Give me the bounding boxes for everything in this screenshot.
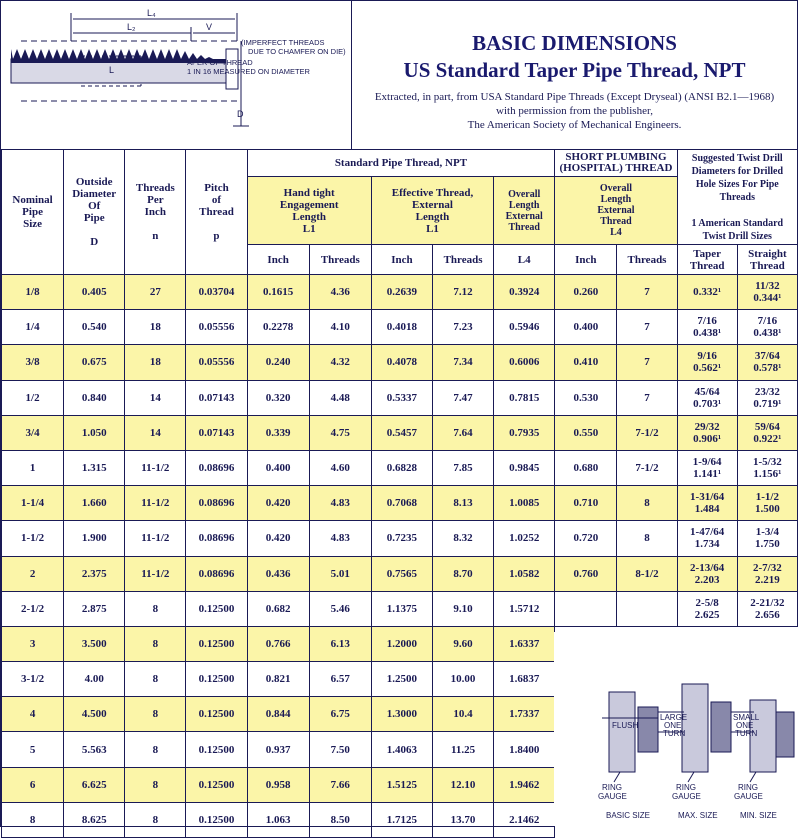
- cell-ef-th: 7.47: [432, 380, 493, 415]
- taper-value: 1-9/64: [692, 456, 722, 469]
- caption-max: MAX. SIZE: [678, 811, 718, 820]
- straight-value: 59/64: [754, 420, 780, 433]
- cell-l4: 0.7815: [494, 380, 555, 415]
- cell-ef-in: 0.4078: [371, 345, 432, 380]
- cell-ht-th: 7.66: [309, 767, 371, 802]
- straight-value: 1-3/4: [755, 526, 779, 539]
- cell-n: 8: [125, 626, 186, 661]
- cell-ht-in: 0.844: [247, 697, 309, 732]
- thread-diagram: [1, 1, 352, 149]
- gauge-diagram: [554, 632, 797, 826]
- cell-ht-in: 0.1615: [247, 275, 309, 310]
- cell-size: 3-1/2: [2, 662, 64, 697]
- cell-l4: 0.6006: [494, 345, 555, 380]
- cell-n: 14: [125, 380, 186, 415]
- cell-size: 3/8: [2, 345, 64, 380]
- straight-value: 0.719¹: [753, 397, 782, 410]
- cell-od: 4.00: [64, 662, 125, 697]
- source-line-3: The American Society of Mechanical Engineers.: [467, 119, 682, 131]
- cell-size: 2: [2, 556, 64, 591]
- cell-ht-th: 6.75: [309, 697, 371, 732]
- header-taper: Taper Thread: [677, 245, 737, 275]
- header-outside: Outside Diameter Of Pipe D: [64, 150, 125, 275]
- cell-ef-th: 9.60: [432, 626, 493, 661]
- cell-ht-th: 8.50: [309, 802, 371, 837]
- small-label-3: TURN: [735, 729, 758, 738]
- cell-sp-in: 0.550: [555, 415, 617, 450]
- straight-value: 1.500: [754, 503, 780, 516]
- cell-ef-in: 1.2500: [371, 662, 432, 697]
- cell-ht-in: 0.420: [247, 486, 309, 521]
- table-row: [2, 415, 798, 450]
- straight-value: 0.578¹: [753, 362, 782, 375]
- table-row: [2, 275, 798, 310]
- cell-ht-th: 4.48: [309, 380, 371, 415]
- cell-od: 0.405: [64, 275, 125, 310]
- straight-value: 0.922¹: [753, 432, 782, 445]
- cell-l4: 0.9845: [494, 450, 555, 485]
- gauge-diagram-svg: [554, 632, 797, 826]
- taper-value: 9/16: [697, 350, 717, 363]
- cell-ht-in: 0.436: [247, 556, 309, 591]
- cell-l4: 1.9462: [494, 767, 555, 802]
- cell-ef-th: 13.70: [432, 802, 493, 837]
- cell-od: 0.540: [64, 310, 125, 345]
- cell-ht-th: 4.10: [309, 310, 371, 345]
- cell-size: 1-1/4: [2, 486, 64, 521]
- header-straight: Straight Thread: [737, 245, 797, 275]
- cell-od: 0.840: [64, 380, 125, 415]
- cell-l4: 1.0085: [494, 486, 555, 521]
- cell-ht-th: 7.50: [309, 732, 371, 767]
- cell-l4: 1.6837: [494, 662, 555, 697]
- cell-od: 2.375: [64, 556, 125, 591]
- header-section: [1, 1, 797, 150]
- cell-od: 1.315: [64, 450, 125, 485]
- cell-taper: [677, 591, 737, 626]
- cell-straight: [737, 521, 797, 556]
- small-label-1: SMALL: [733, 713, 760, 722]
- cell-size: 1: [2, 450, 64, 485]
- cell-size: 3: [2, 626, 64, 661]
- cell-sp-th: 7: [617, 345, 677, 380]
- taper-value: 1-47/64: [690, 526, 725, 539]
- imperfect-note-1: (IMPERFECT THREADS: [241, 38, 325, 47]
- table-row: [2, 345, 798, 380]
- source-note: [352, 90, 797, 132]
- ring-label-3a: RING: [738, 783, 758, 792]
- cell-sp-th: 8: [617, 521, 677, 556]
- cell-n: 18: [125, 310, 186, 345]
- cell-od: 2.875: [64, 591, 125, 626]
- cell-sp-in: 0.530: [555, 380, 617, 415]
- cell-size: 6: [2, 767, 64, 802]
- cell-p: 0.05556: [186, 345, 247, 380]
- cell-sp-in: 0.400: [555, 310, 617, 345]
- cell-size: 3/4: [2, 415, 64, 450]
- header-drill-group: Suggested Twist Drill Diameters for Drilled Hole Sizes For Pipe Threads 1 American Standard Twist Drill Sizes: [677, 150, 797, 245]
- cell-ht-in: 0.2278: [247, 310, 309, 345]
- taper-value: 0.332¹: [693, 286, 722, 299]
- large-label-3: TURN: [663, 729, 686, 738]
- cell-ef-th: 8.32: [432, 521, 493, 556]
- d-label: D: [237, 109, 244, 119]
- cell-ht-in: 0.420: [247, 521, 309, 556]
- cell-p: 0.08696: [186, 486, 247, 521]
- cell-size: 1/4: [2, 310, 64, 345]
- taper-value: 0.438¹: [693, 327, 722, 340]
- straight-value: 0.438¹: [753, 327, 782, 340]
- cell-ef-in: 1.2000: [371, 626, 432, 661]
- cell-od: 4.500: [64, 697, 125, 732]
- cell-ef-in: 0.7235: [371, 521, 432, 556]
- header-ef-inch: Inch: [371, 245, 432, 275]
- cell-straight: [737, 591, 797, 626]
- caption-min: MIN. SIZE: [740, 811, 777, 820]
- cell-ht-th: 4.32: [309, 345, 371, 380]
- taper-value: 7/16: [697, 315, 717, 328]
- cell-ht-th: 4.75: [309, 415, 371, 450]
- cell-ef-in: 1.3000: [371, 697, 432, 732]
- taper-value: 2-5/8: [695, 596, 719, 609]
- cell-sp-in: 0.710: [555, 486, 617, 521]
- cell-n: 8: [125, 591, 186, 626]
- cell-l4: 1.5712: [494, 591, 555, 626]
- cell-ef-in: 1.1375: [371, 591, 432, 626]
- taper-value: 2-13/64: [690, 561, 725, 574]
- cell-ht-in: 0.240: [247, 345, 309, 380]
- header-threads-per-inch: Threads Per Inch n: [125, 150, 186, 275]
- cell-od: 6.625: [64, 767, 125, 802]
- cell-sp-in: 0.720: [555, 521, 617, 556]
- cell-sp-th: 8: [617, 486, 677, 521]
- cell-p: 0.12500: [186, 802, 247, 837]
- table-row: [2, 380, 798, 415]
- cell-sp-th: 7: [617, 310, 677, 345]
- l4-label: L₄: [147, 8, 156, 18]
- taper-value: 0.562¹: [693, 362, 722, 375]
- header-effective: Effective Thread, External Length L1: [371, 177, 493, 245]
- cell-sp-th: [617, 591, 677, 626]
- straight-value: 1-5/32: [753, 456, 782, 469]
- cell-l4: 0.5946: [494, 310, 555, 345]
- cell-od: 0.675: [64, 345, 125, 380]
- cell-sp-in: 0.410: [555, 345, 617, 380]
- header-l4: L4: [494, 245, 555, 275]
- cell-ht-in: 0.682: [247, 591, 309, 626]
- cell-sp-in: 0.760: [555, 556, 617, 591]
- cell-ht-th: 4.60: [309, 450, 371, 485]
- straight-value: 2-21/32: [750, 596, 785, 609]
- large-label-1: LARGE: [660, 713, 688, 722]
- cell-ht-th: 5.46: [309, 591, 371, 626]
- cell-ef-th: 7.34: [432, 345, 493, 380]
- taper-value: 0.703¹: [693, 397, 722, 410]
- cell-size: 2-1/2: [2, 591, 64, 626]
- taper-value: 1.734: [694, 538, 720, 551]
- table-row: [2, 450, 798, 485]
- cell-size: 4: [2, 697, 64, 732]
- cell-taper: [677, 275, 737, 310]
- cell-ef-th: 12.10: [432, 767, 493, 802]
- cell-ef-th: 7.85: [432, 450, 493, 485]
- taper-value: 1.141¹: [693, 468, 722, 481]
- taper-value: 29/32: [694, 420, 720, 433]
- taper-value: 2.203: [694, 573, 720, 586]
- cell-p: 0.12500: [186, 626, 247, 661]
- cell-ht-in: 0.766: [247, 626, 309, 661]
- table-row: [2, 556, 798, 591]
- cell-taper: [677, 486, 737, 521]
- cell-ef-th: 9.10: [432, 591, 493, 626]
- cell-n: 18: [125, 345, 186, 380]
- cell-ef-in: 0.2639: [371, 275, 432, 310]
- table-row: [2, 521, 798, 556]
- cell-straight: [737, 415, 797, 450]
- cell-ht-th: 4.83: [309, 521, 371, 556]
- taper-value: 45/64: [694, 385, 720, 398]
- cell-sp-in: 0.260: [555, 275, 617, 310]
- cell-ef-in: 1.4063: [371, 732, 432, 767]
- cell-od: 1.660: [64, 486, 125, 521]
- cell-n: 8: [125, 732, 186, 767]
- cell-p: 0.12500: [186, 767, 247, 802]
- cell-p: 0.12500: [186, 591, 247, 626]
- cell-ef-in: 0.5457: [371, 415, 432, 450]
- header-hand-tight: Hand tight Engagement Length L1: [247, 177, 371, 245]
- straight-value: 1-1/2: [755, 491, 779, 504]
- large-label-2: ONE: [664, 721, 682, 730]
- cell-ef-in: 0.6828: [371, 450, 432, 485]
- cell-ht-th: 4.36: [309, 275, 371, 310]
- cell-l4: 1.8400: [494, 732, 555, 767]
- straight-value: 2.219: [754, 573, 780, 586]
- cell-straight: [737, 345, 797, 380]
- header-ef-threads: Threads: [432, 245, 493, 275]
- cell-l4: 1.0252: [494, 521, 555, 556]
- page-subtitle: US Standard Taper Pipe Thread, NPT: [403, 58, 746, 82]
- cell-ht-in: 0.937: [247, 732, 309, 767]
- cell-l4: 0.7935: [494, 415, 555, 450]
- cell-straight: [737, 310, 797, 345]
- cell-p: 0.03704: [186, 275, 247, 310]
- cell-ht-th: 4.83: [309, 486, 371, 521]
- ring-label-1b: GAUGE: [598, 792, 627, 801]
- header-pitch: Pitch of Thread p: [186, 150, 247, 275]
- taper-value: 1.484: [694, 503, 720, 516]
- cell-n: 8: [125, 767, 186, 802]
- cell-straight: [737, 380, 797, 415]
- cell-n: 11-1/2: [125, 521, 186, 556]
- title-block: [352, 1, 797, 149]
- cell-l4: 1.0582: [494, 556, 555, 591]
- taper-value: 2.625: [694, 608, 720, 621]
- cell-sp-th: 7: [617, 275, 677, 310]
- cell-ht-in: 0.400: [247, 450, 309, 485]
- cell-taper: [677, 521, 737, 556]
- straight-value: 2.656: [754, 608, 780, 621]
- cell-ef-in: 0.7565: [371, 556, 432, 591]
- cell-ef-th: 10.4: [432, 697, 493, 732]
- header-sp-inch: Inch: [555, 245, 617, 275]
- ring-label-1a: RING: [602, 783, 622, 792]
- cell-sp-in: [555, 591, 617, 626]
- straight-value: 2-7/32: [753, 561, 782, 574]
- table-row: [2, 591, 798, 626]
- ring-label-3b: GAUGE: [734, 792, 763, 801]
- cell-straight: [737, 556, 797, 591]
- cell-od: 1.900: [64, 521, 125, 556]
- cell-ef-in: 1.7125: [371, 802, 432, 837]
- cell-ef-in: 0.7068: [371, 486, 432, 521]
- cell-ht-th: 6.13: [309, 626, 371, 661]
- thread-diagram-svg: [1, 1, 351, 149]
- cell-size: 1/8: [2, 275, 64, 310]
- header-nominal: Nominal Pipe Size: [2, 150, 64, 275]
- cell-ef-in: 1.5125: [371, 767, 432, 802]
- straight-value: 11/32: [755, 280, 780, 293]
- straight-value: 1.750: [754, 538, 780, 551]
- straight-value: 1.156¹: [753, 468, 782, 481]
- cell-straight: [737, 450, 797, 485]
- cell-size: 1/2: [2, 380, 64, 415]
- ring-label-2a: RING: [676, 783, 696, 792]
- cell-size: 1-1/2: [2, 521, 64, 556]
- cell-n: 8: [125, 662, 186, 697]
- v-label: V: [206, 22, 213, 32]
- cell-taper: [677, 310, 737, 345]
- cell-n: 27: [125, 275, 186, 310]
- table-row: [2, 486, 798, 521]
- header-ht-inch: Inch: [247, 245, 309, 275]
- cell-straight: [737, 275, 797, 310]
- cell-p: 0.08696: [186, 556, 247, 591]
- cell-straight: [737, 486, 797, 521]
- cell-ht-in: 0.320: [247, 380, 309, 415]
- header-ht-threads: Threads: [309, 245, 371, 275]
- cell-n: 11-1/2: [125, 486, 186, 521]
- page-title: BASIC DIMENSIONS: [472, 31, 677, 55]
- cell-ef-th: 11.25: [432, 732, 493, 767]
- straight-value: 23/32: [754, 385, 780, 398]
- straight-value: 37/64: [754, 350, 780, 363]
- cell-ef-in: 0.5337: [371, 380, 432, 415]
- cell-taper: [677, 450, 737, 485]
- cell-taper: [677, 556, 737, 591]
- cell-l4: 2.1462: [494, 802, 555, 837]
- cell-taper: [677, 380, 737, 415]
- cell-p: 0.05556: [186, 310, 247, 345]
- taper-note-1: APER OF THREAD: [187, 58, 253, 67]
- cell-n: 8: [125, 802, 186, 837]
- l2-label: L₂: [127, 22, 136, 32]
- cell-taper: [677, 415, 737, 450]
- cell-sp-th: 7: [617, 380, 677, 415]
- source-line-1: Extracted, in part, from USA Standard Pipe Threads (Except Dryseal) (ANSI B2.1—1968): [374, 91, 775, 103]
- cell-ht-th: 6.57: [309, 662, 371, 697]
- cell-p: 0.12500: [186, 697, 247, 732]
- cell-ht-in: 0.339: [247, 415, 309, 450]
- flush-label: FLUSH: [612, 721, 639, 730]
- header-sp-threads: Threads: [617, 245, 677, 275]
- cell-ht-in: 0.821: [247, 662, 309, 697]
- cell-sp-th: 7-1/2: [617, 415, 677, 450]
- cell-ef-in: 0.4018: [371, 310, 432, 345]
- cell-n: 11-1/2: [125, 450, 186, 485]
- small-label-2: ONE: [736, 721, 754, 730]
- cell-ef-th: 8.70: [432, 556, 493, 591]
- cell-ht-th: 5.01: [309, 556, 371, 591]
- cell-p: 0.12500: [186, 732, 247, 767]
- cell-ef-th: 7.12: [432, 275, 493, 310]
- cell-ef-th: 10.00: [432, 662, 493, 697]
- source-line-2: with permission from the publisher,: [496, 105, 653, 117]
- cell-sp-th: 7-1/2: [617, 450, 677, 485]
- cell-l4: 1.6337: [494, 626, 555, 661]
- cell-sp-in: 0.680: [555, 450, 617, 485]
- table-row: [2, 310, 798, 345]
- cell-od: 5.563: [64, 732, 125, 767]
- straight-value: 7/16: [757, 315, 778, 328]
- cell-sp-th: 8-1/2: [617, 556, 677, 591]
- cell-p: 0.12500: [186, 662, 247, 697]
- cell-ht-in: 1.063: [247, 802, 309, 837]
- cell-size: 5: [2, 732, 64, 767]
- header-standard-group: Standard Pipe Thread, NPT: [247, 150, 555, 177]
- header-overall: Overall Length External Thread: [494, 177, 555, 245]
- cell-p: 0.08696: [186, 521, 247, 556]
- taper-value: 0.906¹: [693, 432, 722, 445]
- cell-od: 1.050: [64, 415, 125, 450]
- cell-ef-th: 8.13: [432, 486, 493, 521]
- cell-ef-th: 7.23: [432, 310, 493, 345]
- straight-value: 0.344¹: [753, 292, 782, 305]
- cell-p: 0.08696: [186, 450, 247, 485]
- header-short-group: SHORT PLUMBING (HOSPITAL) THREAD: [555, 150, 677, 177]
- cell-od: 8.625: [64, 802, 125, 837]
- cell-ef-th: 7.64: [432, 415, 493, 450]
- cell-p: 0.07143: [186, 415, 247, 450]
- header-short-overall: Overall Length External Thread L4: [555, 177, 677, 245]
- ring-label-2b: GAUGE: [672, 792, 701, 801]
- cell-n: 14: [125, 415, 186, 450]
- cell-l4: 1.7337: [494, 697, 555, 732]
- cell-n: 11-1/2: [125, 556, 186, 591]
- taper-value: 1-31/64: [690, 491, 725, 504]
- cell-ht-in: 0.958: [247, 767, 309, 802]
- cell-od: 3.500: [64, 626, 125, 661]
- cell-taper: [677, 345, 737, 380]
- cell-l4: 0.3924: [494, 275, 555, 310]
- l-label: L: [109, 65, 115, 75]
- caption-basic: BASIC SIZE: [606, 811, 651, 820]
- taper-note-2: 1 IN 16 MEASURED ON DIAMETER: [187, 67, 310, 76]
- cell-p: 0.07143: [186, 380, 247, 415]
- imperfect-note-2: DUE TO CHAMFER ON DIE): [248, 47, 346, 56]
- cell-n: 8: [125, 697, 186, 732]
- cell-size: 8: [2, 802, 64, 837]
